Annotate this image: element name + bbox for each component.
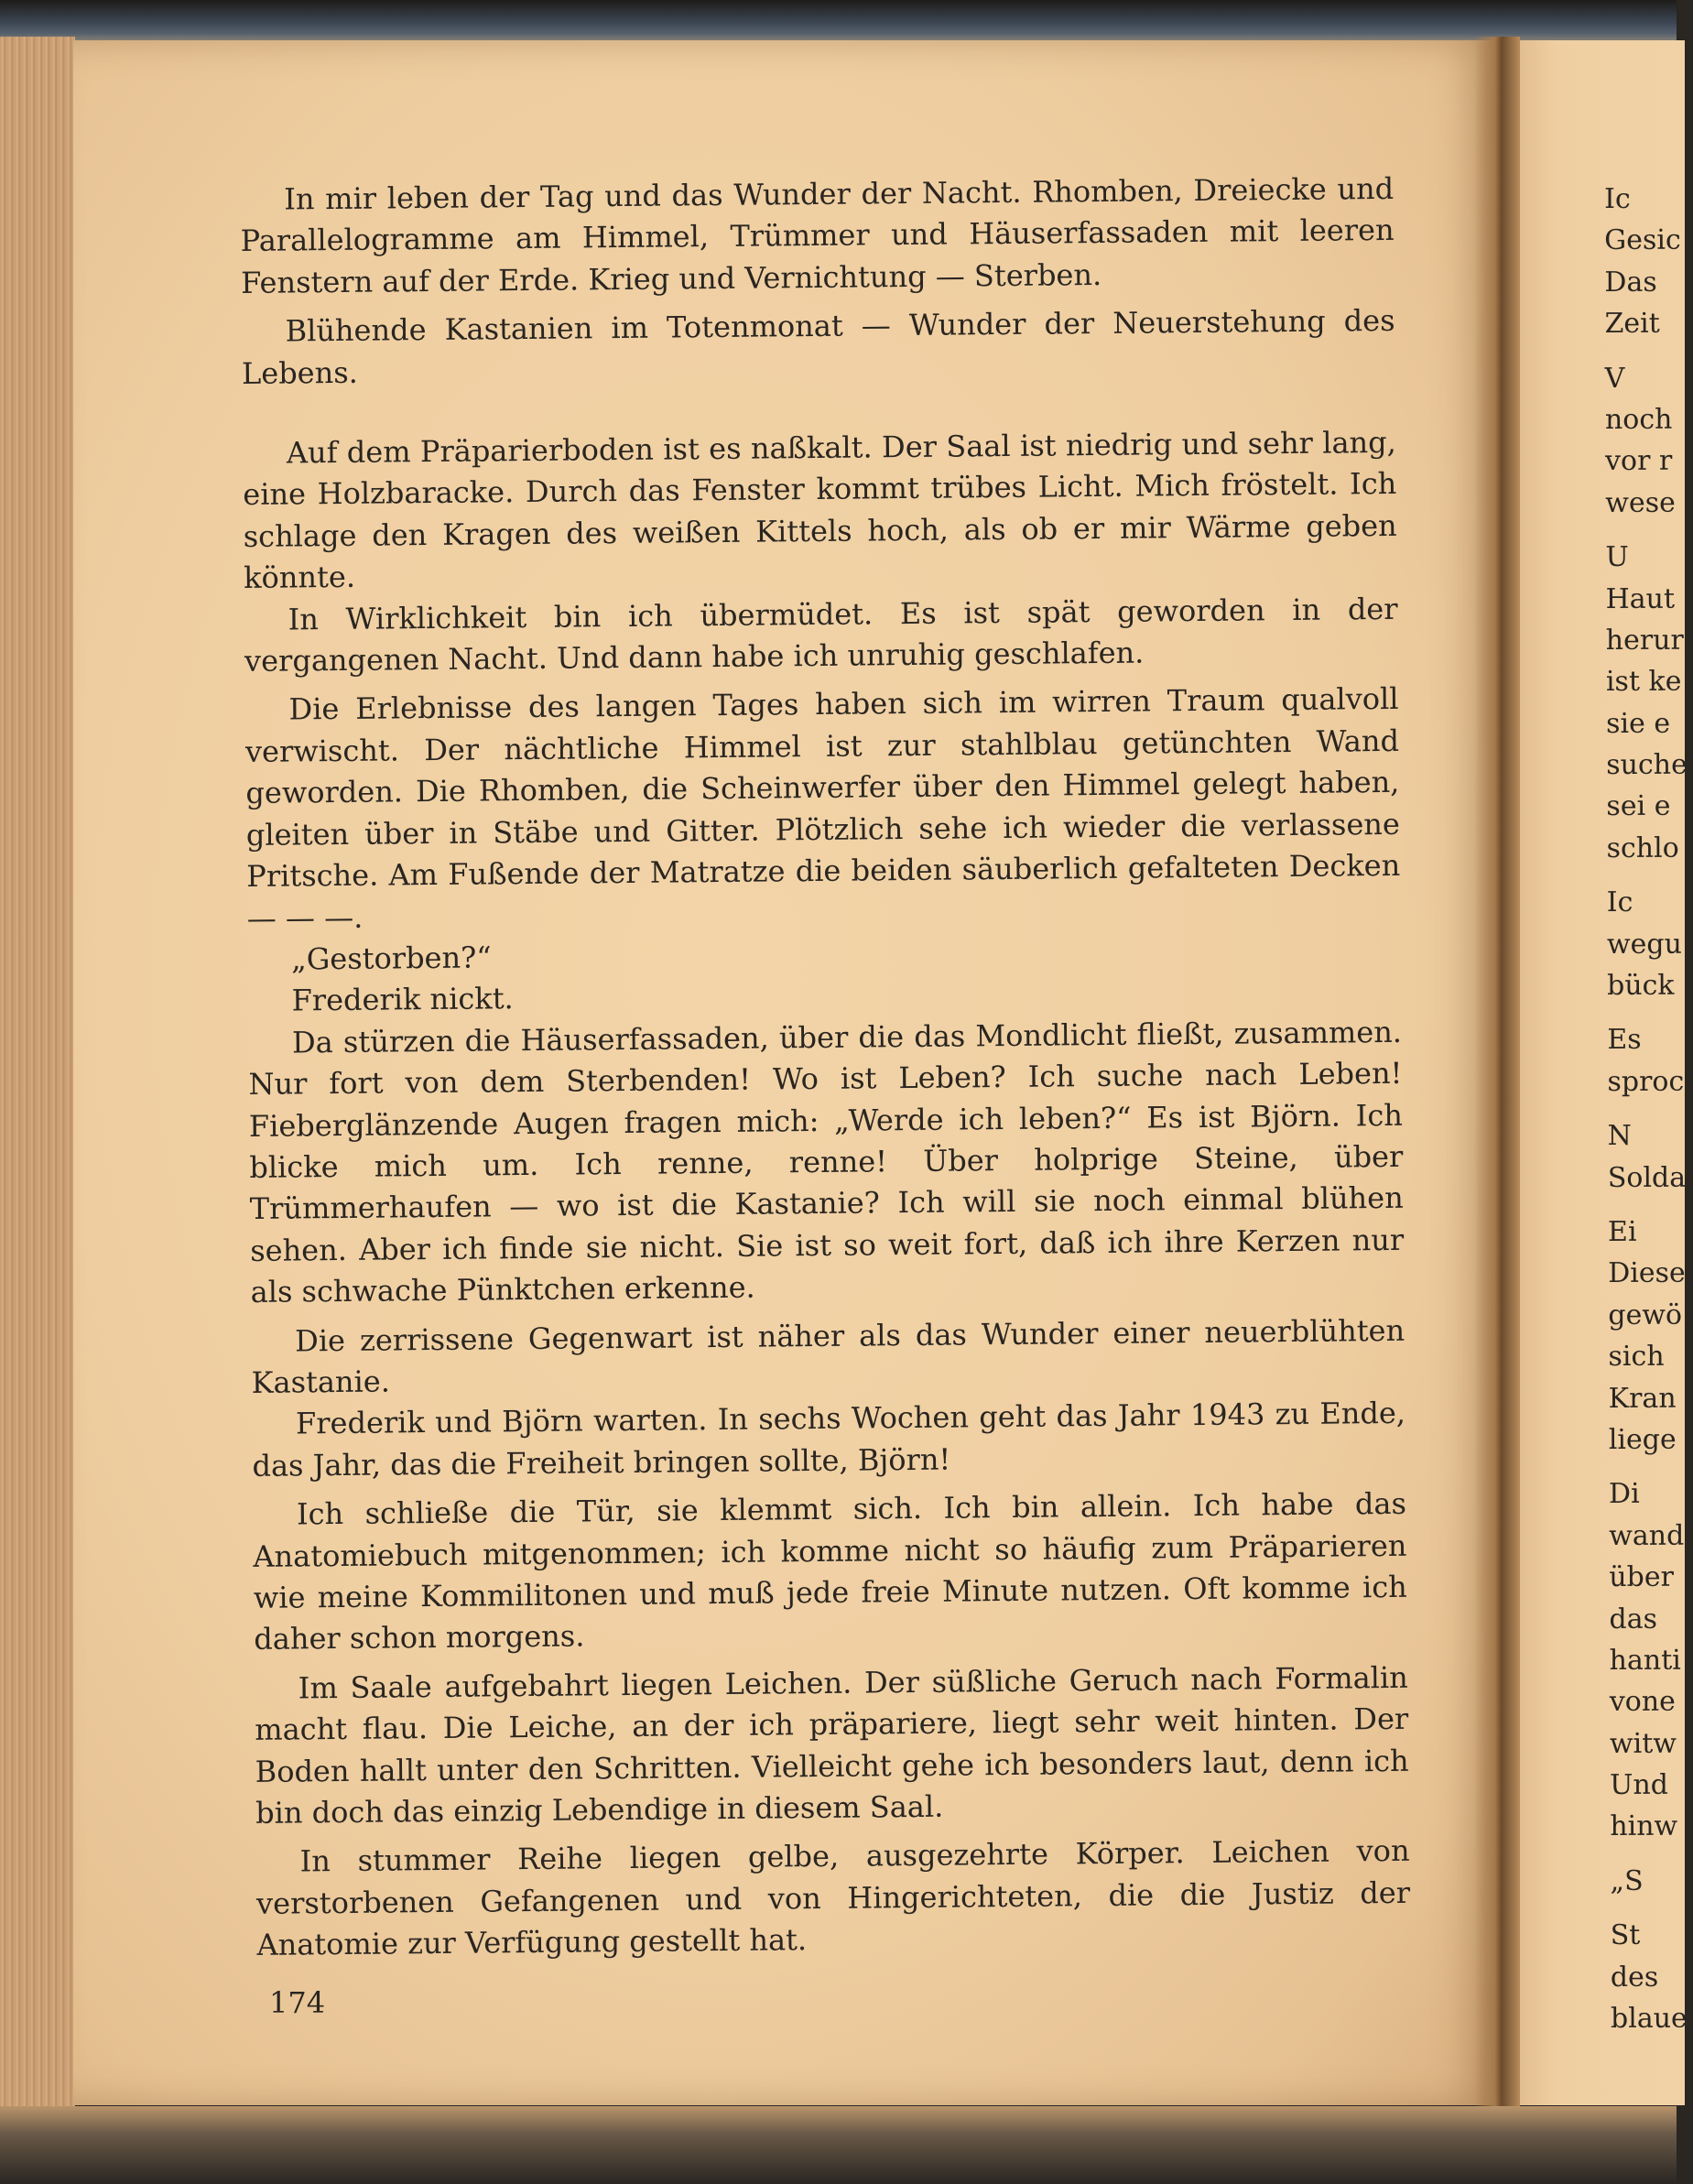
right-page-line: U [1605, 541, 1629, 574]
right-page-line: Ic [1606, 886, 1633, 919]
right-page-line: Kran [1608, 1382, 1677, 1415]
paragraph: Da stürzen die Häuserfassaden, über die das Mondlicht fließt, zusammen. Nur fort von dem Sterbenden! Wo ist Leben? Ich suche nach Leben! Fieberglänzende Augen fragen mich: „Werde ich leben?“ Es ist Björn. Ich blicke mich um. Ich renne, renne! Über holprige Steine, über Trümmerhaufen — wo ist die Kastanie? Ich will sie noch einmal blühen sehen. Aber ich finde sie nicht. Sie ist so weit fort, daß ich ihre Kerzen nur als schwache Pünktchen erkenne. [248, 1014, 1405, 1310]
right-page-line: über [1609, 1560, 1675, 1594]
right-page-line: wand [1609, 1519, 1685, 1552]
right-page-line: Gesic [1604, 224, 1681, 257]
right-page-line: wese [1605, 486, 1676, 519]
right-page-line: sie e [1606, 707, 1671, 740]
right-page-text [1604, 179, 1693, 2040]
right-page-line: blaue [1610, 2002, 1688, 2036]
right-page-line: Di [1608, 1478, 1640, 1511]
right-page-line: Ei [1607, 1215, 1637, 1248]
right-page-line: „S [1610, 1864, 1644, 1897]
right-page-line: ist ke [1605, 666, 1682, 699]
right-page-line: des [1610, 1961, 1659, 1994]
right-page-line: St [1610, 1919, 1641, 1952]
left-page-text [240, 168, 1411, 1967]
paragraph: Die Erlebnisse des langen Tages haben sich im wirren Traum qualvoll verwischt. Der nächtliche Himmel ist zur stahlblau getünchten Wand geworden. Die Rhomben, die Scheinwerfer über den Himmel gelegt haben, gleiten über in Stäbe und Gitter. Plötzlich sehe ich wieder die verlassene Pritsche. Am Fußende der Matratze die beiden säuberlich gefalteten Decken — — —. [244, 681, 1401, 936]
paragraph: Ich schließe die Tür, sie klemmt sich. Ich bin allein. Ich habe das Anatomiebuch mitgenommen; ich komme nicht so häufig zum Präparieren wie meine Kommilitonen und muß jede freie Minute nutzen. Oft komme ich daher schon morgens. [253, 1486, 1407, 1657]
right-page-line: Es [1607, 1024, 1642, 1057]
paragraph: Blühende Kastanien im Totenmonat — Wunder der Neuerstehung des Lebens. [241, 303, 1395, 391]
paragraph: In Wirklichkeit bin ich übermüdet. Es ist spät geworden in der vergangenen Nacht. Und dann habe ich unruhig geschlafen. [244, 591, 1398, 679]
right-page-line: N [1607, 1120, 1632, 1153]
right-page-line: sproc [1607, 1065, 1685, 1098]
paragraph: In stummer Reihe liegen gelbe, ausgezehrte Körper. Leichen von verstorbenen Gefangenen und von Hingerichteten, die die Justiz der Anatomie zur Verfügung gestellt hat. [255, 1833, 1411, 1963]
right-page-line: V [1604, 362, 1625, 395]
book-bottom-edge [0, 2106, 1677, 2184]
page-stack-edge [0, 37, 75, 2143]
paragraph: Auf dem Präparierboden ist es naßkalt. Der Saal ist niedrig und sehr lang, eine Holzbaracke. Durch das Fenster kommt trübes Licht. Mich fröstelt. Ich schlage den Kragen des weißen Kittels hoch, als ob er mir Wärme geben könnte. [243, 424, 1397, 596]
right-page-line: vone [1609, 1686, 1676, 1719]
paragraph: Frederik und Björn warten. In sechs Wochen geht das Jahr 1943 zu Ende, das Jahr, das die Freiheit bringen sollte, Björn! [252, 1396, 1406, 1483]
right-page-line: witw [1609, 1727, 1677, 1760]
right-page-line: gewö [1608, 1298, 1683, 1331]
right-page-line: Ic [1604, 182, 1631, 215]
right-page-line: bück [1607, 969, 1675, 1003]
right-page-line: Diese [1608, 1257, 1686, 1290]
right-page-line: Zeit [1604, 307, 1660, 341]
right-page-line: Haut [1605, 582, 1676, 615]
paragraph: Die zerrissene Gegenwart ist näher als das Wunder einer neuerblühten Kastanie. [251, 1312, 1405, 1400]
page-number: 174 [269, 1985, 326, 2020]
paragraph: Im Saale aufgebahrt liegen Leichen. Der süßliche Geruch nach Formalin macht flau. Die Leiche, an der ich präpariere, liegt sehr weit hinten. Der Boden hallt unter den Schritten. Vielleicht gehe ich besonders laut, denn ich bin doch das einzig Lebendige in diesem Saal. [255, 1659, 1409, 1831]
right-page-line: sich [1608, 1340, 1665, 1374]
right-page-line: hanti [1609, 1644, 1681, 1677]
right-page-line: liege [1608, 1423, 1677, 1456]
right-page-line: Das [1604, 266, 1657, 299]
paragraph: In mir leben der Tag und das Wunder der Nacht. Rhomben, Dreiecke und Parallelogramme am Himmel, Trümmer und Häuserfassaden mit leeren Fenstern auf der Erde. Krieg und Vernichtung — Sterben. [240, 170, 1395, 300]
right-page-line: Und [1610, 1768, 1668, 1802]
dialogue-line: „Gestorben?“ [290, 940, 492, 977]
right-page-line: suche [1606, 748, 1688, 782]
book-gutter [1474, 37, 1520, 2115]
right-page-line: Solda [1607, 1161, 1687, 1194]
right-page-line: wegu [1606, 928, 1682, 961]
right-page-line: herur [1605, 624, 1684, 657]
right-page-line: sei e [1606, 790, 1671, 823]
right-page-line: noch [1604, 403, 1673, 436]
right-page-line: vor r [1605, 445, 1673, 478]
right-page-line: schlo [1606, 831, 1679, 864]
right-page-line: hinw [1610, 1810, 1678, 1843]
right-page-line: das [1609, 1603, 1658, 1635]
dialogue-line: Frederik nickt. [291, 981, 514, 1018]
